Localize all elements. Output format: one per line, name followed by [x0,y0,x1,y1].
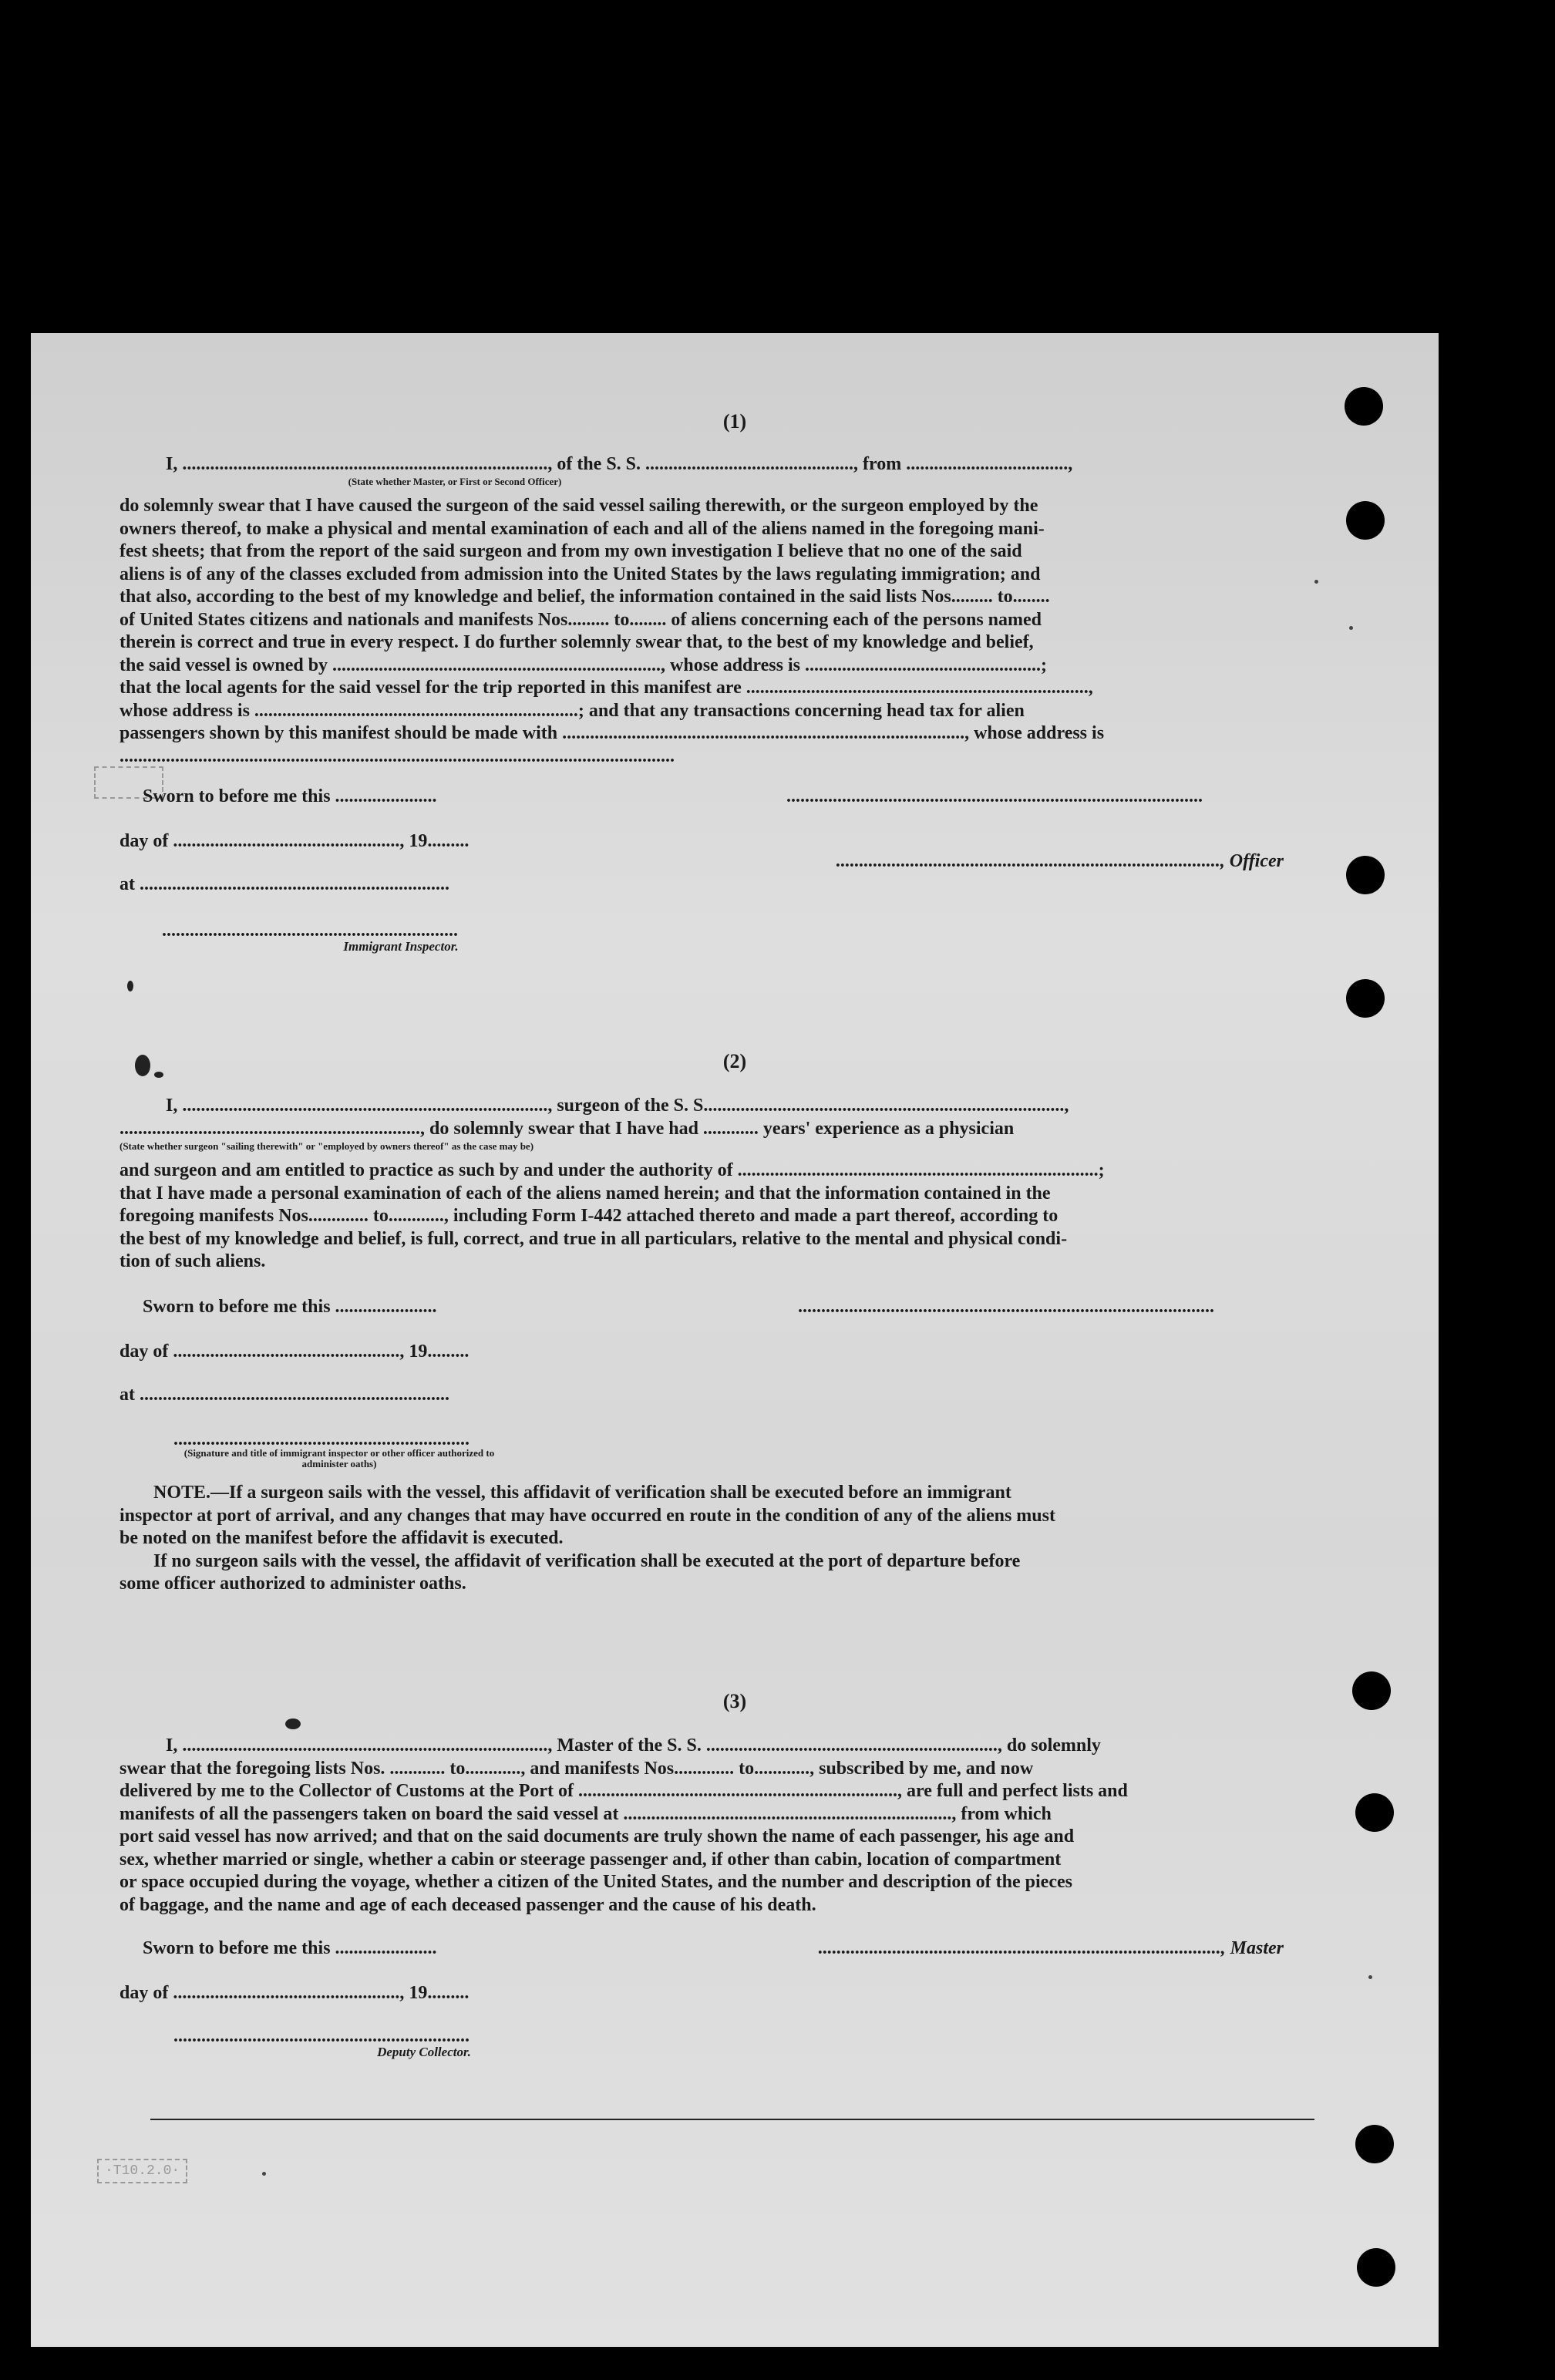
section-2-sworn: Sworn to before me this ...................... [143,1297,437,1317]
section-2-line: tion of such aliens. [119,1251,266,1271]
speck [262,2172,266,2176]
section-2-line: that I have made a personal examination of each of the aliens named herein; and that the information contained in the [119,1183,1051,1203]
section-1-at: at ................................................................... [119,874,449,894]
section-1-line: owners thereof, to make a physical and mental examination of each and all of the aliens named in the foregoing mani- [119,518,1045,539]
section-2-body [119,1160,1284,1274]
section-1-line: I, ..............................................................................., of the S. S. ............................................., from ..................................., [166,454,1073,474]
section-1-day-of: day of ................................................., 19......... [119,831,470,851]
section-3-line: sex, whether married or single, whether a cabin or steerage passenger and, if other than cabin, location of compartment [119,1849,1062,1870]
section-1-inspector-line: ................................................................ [162,921,458,941]
section-3-number: (3) [722,1690,747,1712]
section-3-collector-line: ................................................................ [173,2026,470,2046]
section-1-body [119,495,1284,768]
section-3-body [119,1735,1284,1917]
section-1-line: fest sheets; that from the report of the said surgeon and from my own investigation I believe that no one of the said [119,541,1022,561]
punch-hole [1355,1793,1394,1832]
section-1-line: do solemnly swear that I have caused the surgeon of the said vessel sailing therewith, or the surgeon employed by the [119,496,1038,516]
ink-blot [285,1719,301,1729]
faded-stamp: ·T10.2.0· [97,2159,187,2183]
section-1-right-signature-line: .......................................................................................... [786,786,1203,806]
section-3-line: or space occupied during the voyage, whether a citizen of the United States, and the number and description of the pieces [119,1872,1072,1892]
section-3-collector-caption: Deputy Collector. [377,2045,471,2059]
section-2-line: the best of my knowledge and belief, is full, correct, and true in all particulars, relative to the mental and physical condi- [119,1228,1068,1249]
note-line: be noted on the manifest before the affidavit is executed. [119,1528,564,1548]
section-1-line: therein is correct and true in every respect. I do further solemnly swear that, to the best of my knowledge and belief, [119,632,1034,652]
section-2-number: (2) [722,1050,747,1072]
punch-hole [1346,979,1385,1018]
section-2-line: foregoing manifests Nos............. to............, including Form I-442 attached thereto and made a part thereof, according to [119,1206,1059,1226]
document-page [31,333,1439,2347]
section-3-line: of baggage, and the name and age of each deceased passenger and the cause of his death. [119,1894,816,1915]
section-1-line: aliens is of any of the classes excluded from admission into the United States by the laws regulating immigration; and [119,564,1041,584]
section-3-line: manifests of all the passengers taken on board the said vessel at ......................................................................., from which [119,1803,1052,1824]
section-1-first-line [166,453,1284,476]
section-3-day-of: day of ................................................., 19......... [119,1983,470,2003]
note-line: some officer authorized to administer oaths. [119,1574,466,1594]
section-1-officer-line: ..................................................................................., Officer [836,851,1284,871]
section-1-line: that also, according to the best of my knowledge and belief, the information contained in the said lists Nos......... to........ [119,587,1050,607]
section-2-line: and surgeon and am entitled to practice as such by and under the authority of ..............................................................................; [119,1160,1105,1180]
section-2-line: ................................................................., do solemnly swear that I have had ............ years' experience as a physician [119,1119,1015,1139]
note-line: NOTE.—If a surgeon sails with the vessel, this affidavit of verification shall be executed before an immigrant [153,1483,1011,1503]
section-1-line: ........................................................................................................................ [119,746,675,766]
section-1-number: (1) [722,410,747,433]
speck [1314,580,1318,584]
section-1-line: whose address is ......................................................................; and that any transactions concerning head tax for alien [119,700,1025,721]
section-2-at: at ................................................................... [119,1385,449,1405]
note-line: inspector at port of arrival, and any changes that may have occurred en route in the condition of any of the aliens must [119,1505,1055,1526]
section-3-line: delivered by me to the Collector of Customs at the Port of ....................................................................., are full and perfect lists and [119,1781,1128,1801]
punch-hole [1346,856,1385,894]
section-1-sworn: Sworn to before me this ...................... [143,786,437,806]
bottom-rule [150,2119,1314,2120]
punch-hole [1346,501,1385,540]
speck [1368,1975,1372,1979]
section-2-right-signature-line: .......................................................................................... [798,1297,1214,1317]
section-3-sworn: Sworn to before me this ...................... [143,1938,437,1958]
section-3-line: port said vessel has now arrived; and that on the said documents are truly shown the name of each passenger, his age and [119,1826,1075,1846]
section-2-day-of: day of ................................................., 19......... [119,1341,470,1362]
section-2-signature-caption: (Signature and title of immigrant inspector or other officer authorized to administer oaths) [183,1447,495,1469]
section-3-line: swear that the foregoing lists Nos. ............ to............, and manifests Nos............. to............, subscribed by me, and now [119,1758,1034,1779]
section-1-line: passengers shown by this manifest should be made with ......................................................................................., whose address is [119,723,1105,743]
punch-hole [1355,2125,1394,2163]
section-1-line: the said vessel is owned by ......................................................................., whose address is ...................................................; [119,655,1047,675]
section-2-signature-line: ................................................................ [173,1429,470,1449]
section-1-officer-note: (State whether Master, or First or Second Officer) [348,476,562,487]
section-3-line: I, ..............................................................................., Master of the S. S. ..............................................................., do solemnly [166,1735,1101,1756]
section-1-inspector-caption: Immigrant Inspector. [343,939,459,954]
punch-hole [1357,2248,1395,2287]
section-2-first-line [166,1095,1284,1118]
note-line: If no surgeon sails with the vessel, the affidavit of verification shall be executed at the port of departure before [153,1550,1021,1571]
section-3-master-line: ......................................................................................., Master [818,1938,1284,1958]
section-1-line: of United States citizens and nationals and manifests Nos......... to........ of aliens concerning each of the persons named [119,609,1042,630]
section-2-line: I, ..............................................................................., surgeon of the S. S.............................................................................., [166,1096,1069,1116]
speck [1349,626,1353,630]
ink-blot [127,981,133,991]
section-2-second-line [119,1118,1284,1141]
section-2-surgeon-note: (State whether surgeon "sailing therewith" or "employed by owners thereof" as the case may be) [119,1140,534,1152]
section-1-line: that the local agents for the said vessel for the trip reported in this manifest are .........................................................................., [119,678,1093,698]
section-2-note [119,1482,1284,1596]
